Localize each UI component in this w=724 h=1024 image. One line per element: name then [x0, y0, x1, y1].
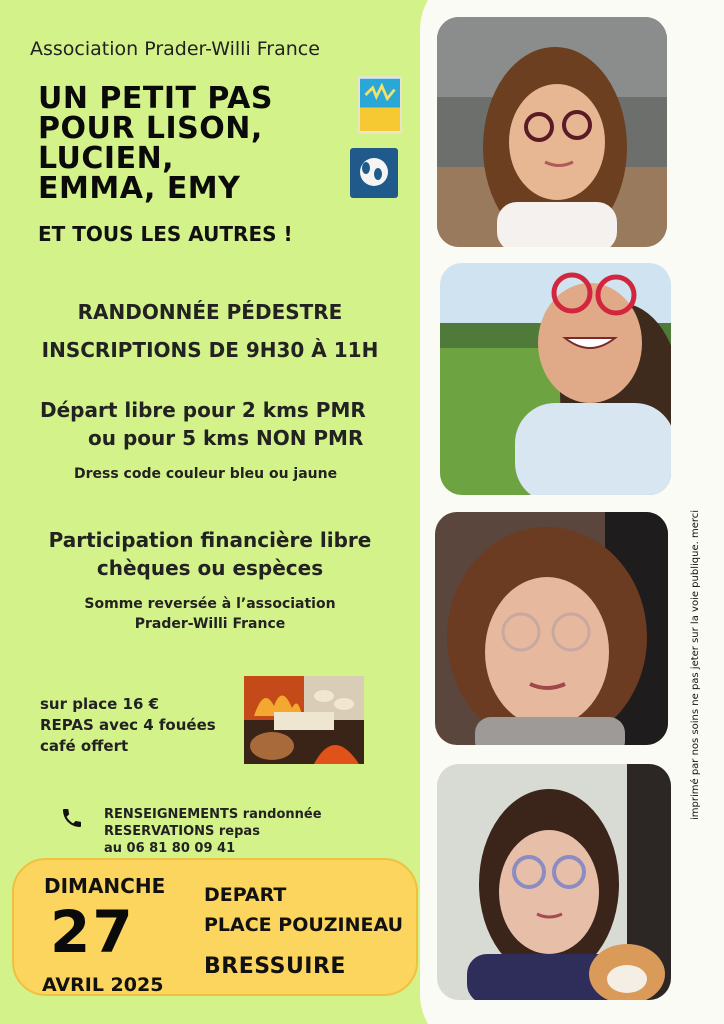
footer-note: imprimé par nos soins ne pas jeter sur la voie publique. merci [690, 509, 701, 820]
title-line: LUCIEN, [38, 141, 175, 176]
route-option-pmr: Départ libre pour 2 kms PMR [40, 398, 366, 422]
phone-icon [60, 806, 86, 832]
meal-description: REPAS avec 4 fouées [40, 716, 216, 734]
photo-child-3 [435, 512, 668, 745]
donation-note: Somme reversée à l’association [84, 596, 336, 612]
event-city: BRESSUIRE [204, 954, 346, 979]
main-title [38, 81, 273, 206]
subtitle: ET TOUS LES AUTRES ! [38, 222, 293, 246]
contact-line: RENSEIGNEMENTS randonnée [104, 807, 322, 822]
donation-recipient: Prader-Willi France [134, 616, 286, 632]
title-line: UN PETIT PAS [38, 81, 273, 116]
contact-line: RESERVATIONS repas [104, 824, 260, 839]
registration-hours: INSCRIPTIONS DE 9H30 À 11H [41, 338, 379, 362]
phone-number: au 06 81 80 09 41 [104, 841, 236, 856]
route-option-non-pmr: ou pour 5 kms NON PMR [88, 426, 364, 450]
fouees-image [244, 676, 364, 764]
event-month-year: AVRIL 2025 [42, 974, 164, 996]
payment-methods: chèques ou espèces [96, 556, 324, 580]
prader-willi-logo [358, 76, 402, 134]
meal-extra: café offert [40, 737, 129, 755]
photo-child-1 [437, 17, 667, 247]
dress-code: Dress code couleur bleu ou jaune [74, 466, 338, 482]
photo-child-2 [440, 263, 671, 495]
contact-info [104, 806, 322, 857]
title-line: POUR LISON, [38, 111, 263, 146]
association-name: Association Prader-Willi France [30, 38, 320, 60]
photo-child-4 [437, 764, 671, 1000]
event-type: RANDONNÉE PÉDESTRE [77, 300, 343, 324]
departure-label: DEPART [204, 884, 287, 906]
title-line: EMMA, EMY [38, 171, 241, 206]
departure-place: PLACE POUZINEAU [204, 914, 404, 936]
event-day: 27 [50, 898, 135, 966]
event-weekday: DIMANCHE [44, 874, 166, 898]
meal-price: sur place 16 € [40, 695, 160, 713]
un-petit-pas-logo [350, 148, 398, 198]
participation-line: Participation financière libre [48, 528, 372, 552]
meal-info [40, 694, 216, 757]
